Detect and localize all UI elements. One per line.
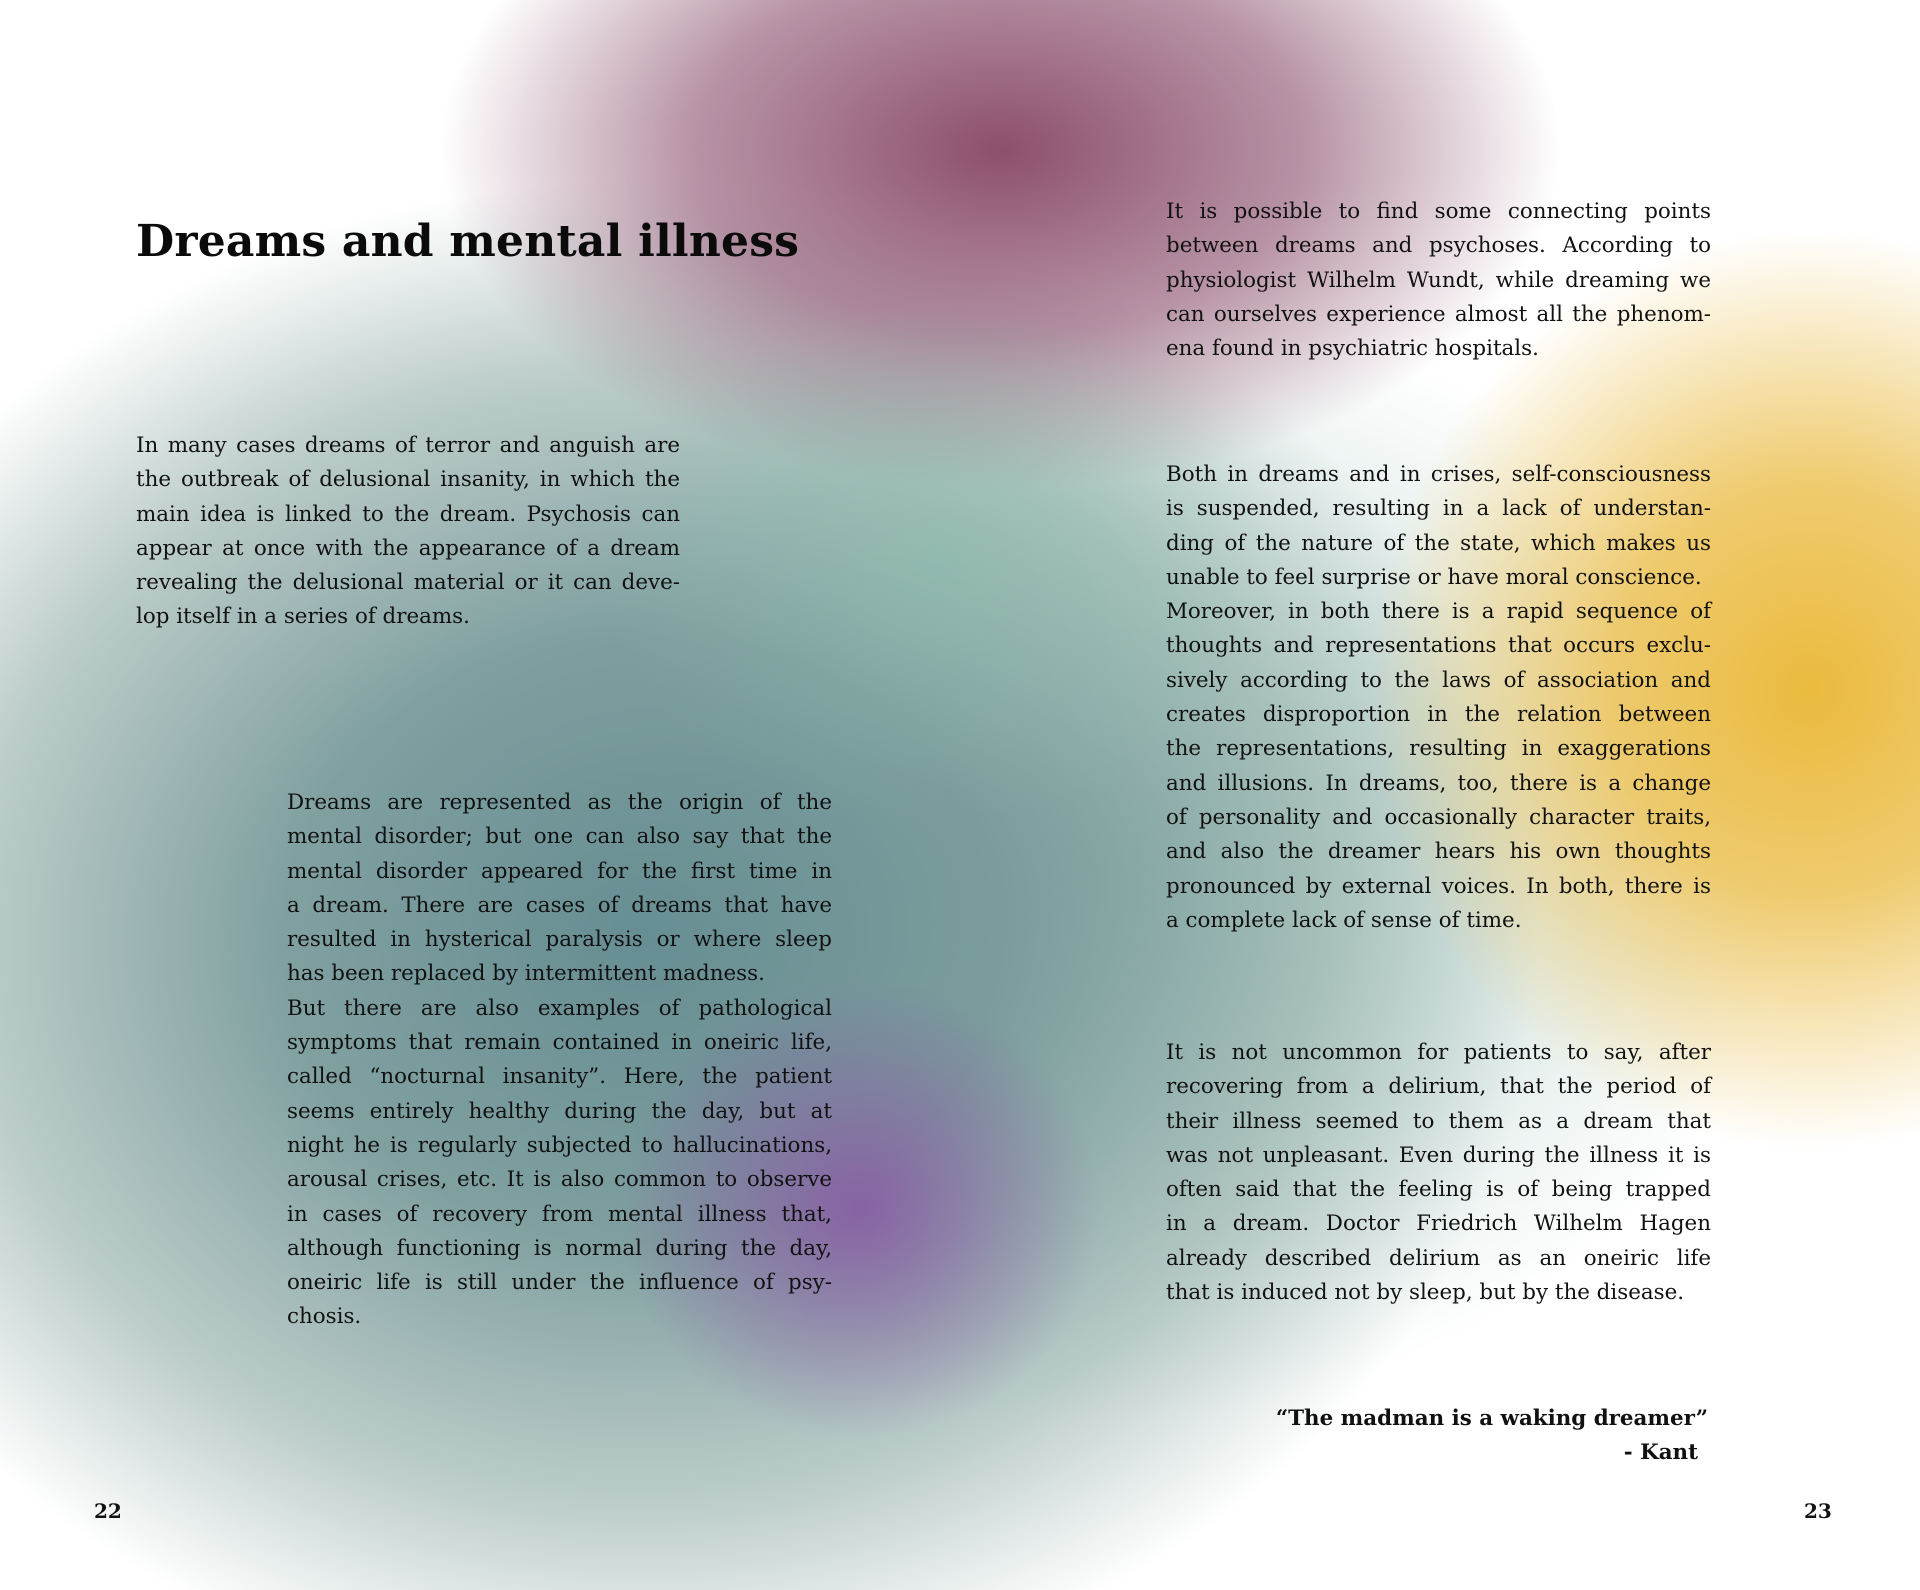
text-line: seems entirely healthy during the day, but at bbox=[287, 1098, 832, 1124]
text-line: It is possible to find some connecting points bbox=[1166, 199, 1711, 224]
text-line: often said that the feeling is of being trapped bbox=[1166, 1177, 1711, 1203]
text-line: Moreover, in both there is a rapid sequence of bbox=[1166, 599, 1711, 625]
page-title: Dreams and mental illness bbox=[136, 216, 800, 267]
quote-text: “The madman is a waking dreamer” bbox=[1275, 1406, 1708, 1431]
text-line: called “nocturnal insanity”. Here, the patient bbox=[287, 1064, 832, 1090]
text-line: their illness seemed to them as a dream that bbox=[1166, 1108, 1711, 1134]
text-line: Both in dreams and in crises, self-consciousness bbox=[1166, 462, 1711, 487]
text-line: a complete lack of sense of time. bbox=[1166, 907, 1522, 933]
text-line: thoughts and representations that occurs exclu- bbox=[1166, 633, 1711, 659]
text-line: lop itself in a series of dreams. bbox=[136, 604, 470, 630]
text-line: has been replaced by intermittent madness. bbox=[287, 961, 765, 987]
text-line: appear at once with the appearance of a dream bbox=[136, 535, 680, 561]
text-line: physiologist Wilhelm Wundt, while dreaming we bbox=[1166, 267, 1711, 293]
text-line: creates disproportion in the relation between bbox=[1166, 702, 1711, 728]
text-line: and illusions. In dreams, too, there is a change bbox=[1166, 770, 1711, 796]
right-paragraph-3 bbox=[1166, 1036, 1711, 1310]
text-line: ena found in psychiatric hospitals. bbox=[1166, 336, 1539, 362]
page-number-left: 22 bbox=[94, 1499, 122, 1523]
quote-author: - Kant bbox=[1623, 1440, 1698, 1466]
text-line: main idea is linked to the dream. Psychosis can bbox=[136, 501, 680, 527]
left-paragraph-2 bbox=[287, 786, 832, 1335]
text-line: can ourselves experience almost all the phenom- bbox=[1166, 301, 1711, 327]
text-line: sively according to the laws of association and bbox=[1166, 667, 1711, 693]
text-line: between dreams and psychoses. According to bbox=[1166, 233, 1711, 259]
text-line: already described delirium as an oneiric life bbox=[1166, 1245, 1711, 1271]
text-line: revealing the delusional material or it can deve- bbox=[136, 570, 680, 596]
text-line: that is induced not by sleep, but by the disease. bbox=[1166, 1280, 1685, 1306]
text-line: is suspended, resulting in a lack of understan- bbox=[1166, 496, 1711, 522]
right-paragraph-2 bbox=[1166, 458, 1711, 938]
text-line: ding of the nature of the state, which makes us bbox=[1166, 530, 1711, 556]
text-line: although functioning is normal during the day, bbox=[287, 1235, 832, 1261]
right-paragraph-1 bbox=[1166, 195, 1711, 366]
text-line: of personality and occasionally character traits, bbox=[1166, 804, 1711, 830]
text-line: It is not uncommon for patients to say, after bbox=[1166, 1040, 1711, 1065]
text-line: a dream. There are cases of dreams that have bbox=[287, 892, 832, 918]
text-line: unable to feel surprise or have moral conscience. bbox=[1166, 564, 1702, 590]
text-line: recovering from a delirium, that the period of bbox=[1166, 1074, 1711, 1100]
text-line: and also the dreamer hears his own thoughts bbox=[1166, 839, 1711, 865]
text-line: symptoms that remain contained in oneiric life, bbox=[287, 1030, 832, 1056]
text-line: mental disorder appeared for the first time in bbox=[287, 858, 832, 884]
quote-block bbox=[1160, 1402, 1708, 1471]
text-line: pronounced by external voices. In both, there is bbox=[1166, 873, 1711, 899]
text-line: in a dream. Doctor Friedrich Wilhelm Hagen bbox=[1166, 1211, 1711, 1237]
text-line: In many cases dreams of terror and anguish are bbox=[136, 433, 680, 458]
text-line: chosis. bbox=[287, 1304, 362, 1330]
text-line: night he is regularly subjected to hallucinations, bbox=[287, 1132, 832, 1158]
text-line: oneiric life is still under the influence of psy- bbox=[287, 1270, 832, 1296]
text-line: the representations, resulting in exaggerations bbox=[1166, 736, 1711, 762]
text-line: But there are also examples of pathological bbox=[287, 995, 832, 1021]
text-line: was not unpleasant. Even during the illness it is bbox=[1166, 1142, 1711, 1168]
page-number-right: 23 bbox=[1804, 1499, 1832, 1523]
left-paragraph-1 bbox=[136, 429, 680, 635]
text-line: Dreams are represented as the origin of the bbox=[287, 790, 832, 815]
text-line: the outbreak of delusional insanity, in which the bbox=[136, 467, 680, 493]
text-line: resulted in hysterical paralysis or where sleep bbox=[287, 927, 832, 953]
text-line: arousal crises, etc. It is also common to observe bbox=[287, 1167, 832, 1193]
text-line: mental disorder; but one can also say that the bbox=[287, 824, 832, 850]
text-line: in cases of recovery from mental illness that, bbox=[287, 1201, 832, 1227]
